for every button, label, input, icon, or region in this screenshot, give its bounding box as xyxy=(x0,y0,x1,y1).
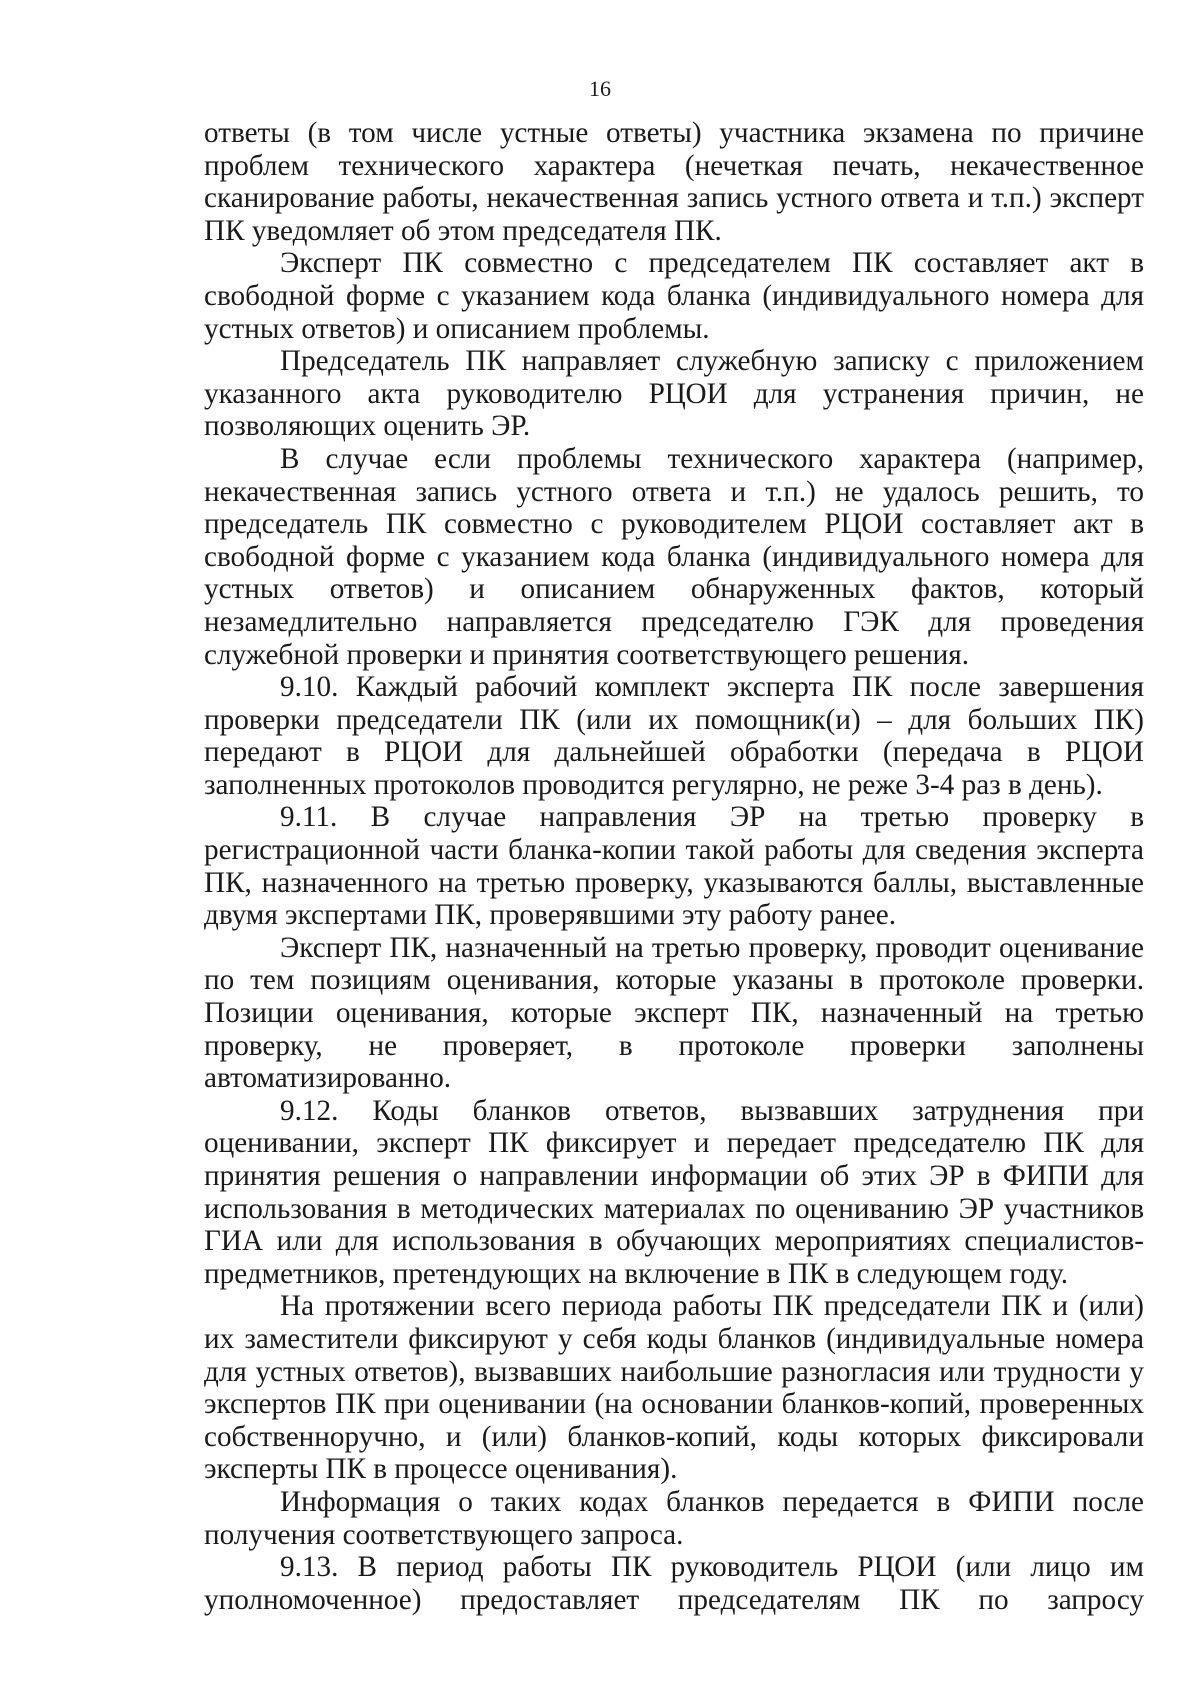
paragraph: Эксперт ПК, назначенный на третью проверку, проводит оценивание по тем позициям оценивания, которые указаны в протоколе проверки. Позиции оценивания, которые эксперт ПК, назначенный на третью проверку, не проверяет, в протоколе проверки заполнены автоматизированно. xyxy=(204,931,1144,1095)
paragraph: 9.11. В случае направления ЭР на третью проверку в регистрационной части бланка-копии такой работы для сведения эксперта ПК, назначенного на третью проверку, указываются баллы, выставленные двумя экспертами ПК, проверявшими эту работу ранее. xyxy=(204,801,1144,932)
paragraph: В случае если проблемы технического характера (например, некачественная запись устного ответа и т.п.) не удалось решить, то председатель ПК совместно с руководителем РЦОИ составляет акт в свободной форме с указанием кода бланка (индивидуального номера для устных ответов) и описанием обнаруженных фактов, который незамедлительно направляется председателю ГЭК для проведения служебной проверки и принятия соответствующего решения. xyxy=(204,442,1144,671)
paragraph: На протяжении всего периода работы ПК председатели ПК и (или) их заместители фиксируют у себя коды бланков (индивидуальные номера для устных ответов), вызвавших наибольшие разногласия или трудности у экспертов ПК при оценивании (на основании бланков-копий, проверенных собственноручно, и (или) бланков-копий, коды которых фиксировали эксперты ПК в процессе оценивания). xyxy=(204,1290,1144,1486)
paragraph: Информация о таких кодах бланков передается в ФИПИ после получения соответствующего запроса. xyxy=(204,1485,1144,1551)
paragraph: 9.13. В период работы ПК руководитель РЦОИ (или лицо им уполномоченное) предоставляет председателям ПК по запросу xyxy=(204,1551,1144,1616)
document-body xyxy=(204,117,1144,1616)
paragraph: ответы (в том числе устные ответы) участника экзамена по причине проблем технического характера (нечеткая печать, некачественное сканирование работы, некачественная запись устного ответа и т.п.) эксперт ПК уведомляет об этом председателя ПК. xyxy=(204,117,1144,247)
paragraph: Эксперт ПК совместно с председателем ПК составляет акт в свободной форме с указанием кода бланка (индивидуального номера для устных ответов) и описанием проблемы. xyxy=(204,247,1144,345)
paragraph: 9.12. Коды бланков ответов, вызвавших затруднения при оценивании, эксперт ПК фиксирует и передает председателю ПК для принятия решения о направлении информации об этих ЭР в ФИПИ для использования в методических материалах по оцениванию ЭР участников ГИА или для использования в обучающих мероприятиях специалистов-предметников, претендующих на включение в ПК в следующем году. xyxy=(204,1094,1144,1290)
page-number: 16 xyxy=(589,76,611,101)
paragraph: Председатель ПК направляет служебную записку с приложением указанного акта руководителю РЦОИ для устранения причин, не позволяющих оценить ЭР. xyxy=(204,345,1144,443)
paragraph: 9.10. Каждый рабочий комплект эксперта ПК после завершения проверки председатели ПК (или их помощник(и) – для больших ПК) передают в РЦОИ для дальнейшей обработки (передача в РЦОИ заполненных протоколов проводится регулярно, не реже 3-4 раз в день). xyxy=(204,671,1144,801)
